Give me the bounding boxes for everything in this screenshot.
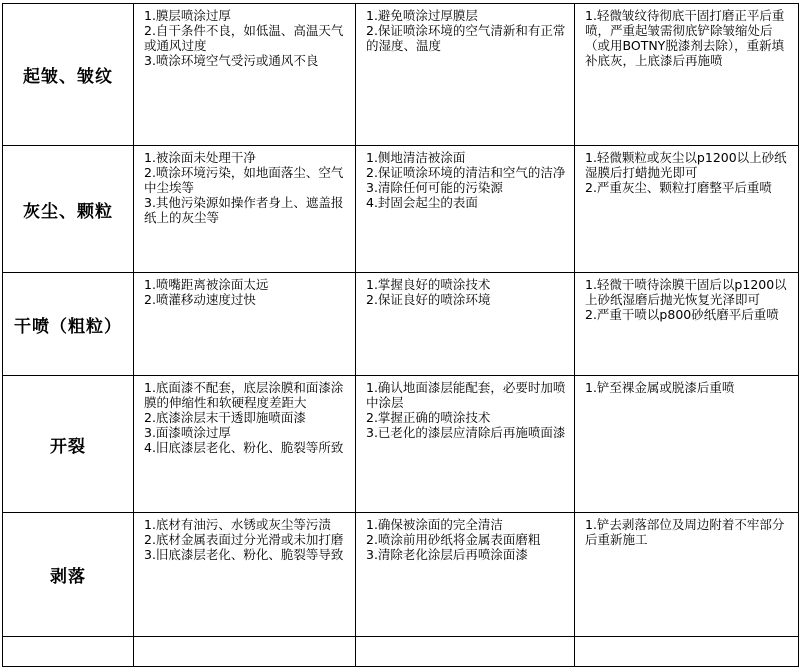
cause-line: 1.被涂面未处理干净 xyxy=(144,150,256,165)
cause-line: 3.喷涂环境空气受污或通风不良 xyxy=(144,53,319,68)
remedy-line: 1.轻微皱纹待彻底干固打磨正平后重喷，严重起皱需彻底铲除皱缩处后（或用BOTNY脱漆剂去除），重新填补底灰，上底漆后再施喷 xyxy=(585,8,785,68)
causes-cell xyxy=(134,273,356,376)
table-row xyxy=(3,4,799,146)
remedy-line: 1.铲至裸金属或脱漆后重喷 xyxy=(585,380,735,395)
defect-name: 起皱、皱纹 xyxy=(3,4,134,146)
cause-line: 2.喷涂环境污染，如地面落尘、空气中尘埃等 xyxy=(144,165,344,195)
remedy-cell xyxy=(575,513,799,637)
cause-line: 2.自干条件不良，如低温、高温天气或通风过度 xyxy=(144,23,344,53)
empty-cell xyxy=(575,637,799,667)
prevention-line: 1.避免喷涂过厚膜层 xyxy=(366,8,478,23)
defect-name: 干喷（粗粒） xyxy=(3,273,134,376)
remedy-cell xyxy=(575,376,799,513)
cause-line: 2.喷灌移动速度过快 xyxy=(144,292,256,307)
remedy-cell xyxy=(575,4,799,146)
prevention-line: 1.掌握良好的喷涂技术 xyxy=(366,277,491,292)
prevention-line: 2.掌握正确的喷涂技术 xyxy=(366,410,491,425)
prevention-line: 2.保证喷涂环境的空气清新和有正常的湿度、温度 xyxy=(366,23,566,53)
cause-line: 3.其他污染源如操作者身上、遮盖报纸上的灰尘等 xyxy=(144,195,344,225)
cause-line: 1.底材有油污、水锈或灰尘等污渍 xyxy=(144,517,331,532)
prevention-line: 3.清除任何可能的污染源 xyxy=(366,180,503,195)
causes-cell xyxy=(134,146,356,273)
remedy-line: 2.严重干喷以p800砂纸磨平后重喷 xyxy=(585,307,779,322)
prevention-line: 3.清除老化涂层后再喷涂面漆 xyxy=(366,547,528,562)
causes-cell xyxy=(134,513,356,637)
prevention-line: 3.已老化的漆层应清除后再施喷面漆 xyxy=(366,425,566,440)
cause-line: 3.旧底漆层老化、粉化、脆裂等导致 xyxy=(144,547,344,562)
remedy-line: 1.轻微干喷待涂膜干固后以p1200以上砂纸湿磨后抛光恢复光泽即可 xyxy=(585,277,787,307)
prevention-line: 1.确保被涂面的完全清洁 xyxy=(366,517,503,532)
defect-table xyxy=(2,3,799,667)
causes-cell xyxy=(134,4,356,146)
remedy-line: 1.铲去剥落部位及周边附着不牢部分后重新施工 xyxy=(585,517,785,547)
prevention-line: 2.保证良好的喷涂环境 xyxy=(366,292,491,307)
defect-name: 剥落 xyxy=(3,513,134,637)
table-row xyxy=(3,376,799,513)
empty-cell xyxy=(134,637,356,667)
defect-name: 灰尘、颗粒 xyxy=(3,146,134,273)
prevention-line: 1.确认地面漆层能配套，必要时加喷中涂层 xyxy=(366,380,566,410)
cause-line: 4.旧底漆层老化、粉化、脆裂等所致 xyxy=(144,440,344,455)
table-row xyxy=(3,146,799,273)
cause-line: 1.膜层喷涂过厚 xyxy=(144,8,231,23)
empty-cell xyxy=(356,637,575,667)
remedy-cell xyxy=(575,273,799,376)
cause-line: 3.面漆喷涂过厚 xyxy=(144,425,231,440)
prevention-cell xyxy=(356,4,575,146)
prevention-cell xyxy=(356,273,575,376)
cause-line: 1.喷嘴距离被涂面太远 xyxy=(144,277,269,292)
causes-cell xyxy=(134,376,356,513)
prevention-line: 2.喷涂前用砂纸将金属表面磨粗 xyxy=(366,532,541,547)
prevention-cell xyxy=(356,146,575,273)
cause-line: 2.底漆涂层末干透即施喷面漆 xyxy=(144,410,306,425)
prevention-line: 4.封固会起尘的表面 xyxy=(366,195,478,210)
remedy-line: 2.严重灰尘、颗粒打磨整平后重喷 xyxy=(585,180,772,195)
empty-cell xyxy=(3,637,134,667)
remedy-line: 1.轻微颗粒或灰尘以p1200以上砂纸湿膜后打蜡抛光即可 xyxy=(585,150,787,180)
table-row xyxy=(3,513,799,637)
prevention-line: 2.保证喷涂环境的清洁和空气的洁净 xyxy=(366,165,566,180)
prevention-line: 1.侧地清洁被涂面 xyxy=(366,150,466,165)
cause-line: 1.底面漆不配套，底层涂膜和面漆涂膜的伸缩性和软硬程度差距大 xyxy=(144,380,344,410)
prevention-cell xyxy=(356,513,575,637)
remedy-cell xyxy=(575,146,799,273)
table-row xyxy=(3,273,799,376)
prevention-cell xyxy=(356,376,575,513)
cause-line: 2.底材金属表面过分光滑或未加打磨 xyxy=(144,532,344,547)
table-row-empty xyxy=(3,637,799,667)
defect-name: 开裂 xyxy=(3,376,134,513)
